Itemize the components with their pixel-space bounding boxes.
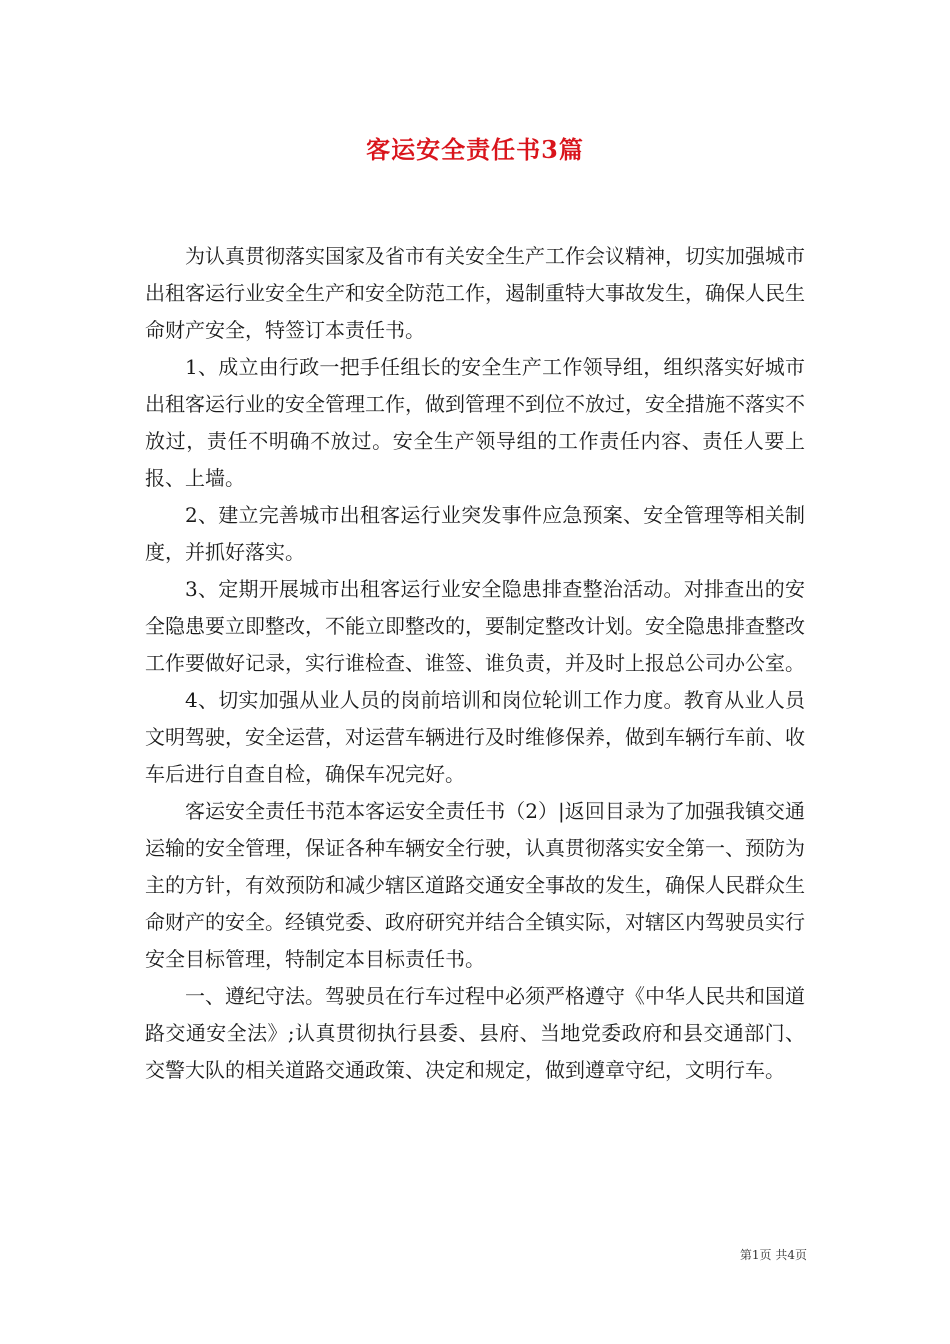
paragraph: 4、切实加强从业人员的岗前培训和岗位轮训工作力度。教育从业人员文明驾驶，安全运营，对运营车辆进行及时维修保养，做到车辆行车前、收车后进行自查自检，确保车况完好。	[145, 688, 805, 786]
paragraph: 客运安全责任书范本客运安全责任书（2）|返回目录为了加强我镇交通运输的安全管理，保证各种车辆安全行驶，认真贯彻落实安全第一、预防为主的方针，有效预防和减少辖区道路交通安全事故的发生，确保人民群众生命财产的安全。经镇党委、政府研究并结合全镇实际，对辖区内驾驶员实行安全目标管理，特制定本目标责任书。	[145, 799, 805, 971]
paragraph: 为认真贯彻落实国家及省市有关安全生产工作会议精神，切实加强城市出租客运行业安全生产和安全防范工作，遏制重特大事故发生，确保人民生命财产安全，特签订本责任书。	[145, 244, 805, 342]
document-body	[145, 238, 805, 1089]
document-title: 客运安全责任书3篇	[366, 135, 584, 164]
paragraph: 3、定期开展城市出租客运行业安全隐患排查整治活动。对排查出的安全隐患要立即整改，不能立即整改的，要制定整改计划。安全隐患排查整改工作要做好记录，实行谁检查、谁签、谁负责，并及时上报总公司办公室。	[145, 577, 805, 675]
paragraph: 一、遵纪守法。驾驶员在行车过程中必须严格遵守《中华人民共和国道路交通安全法》;认真贯彻执行县委、县府、当地党委政府和县交通部门、交警大队的相关道路交通政策、决定和规定，做到遵章守纪，文明行车。	[145, 984, 805, 1082]
paragraph: 2、建立完善城市出租客运行业突发事件应急预案、安全管理等相关制度，并抓好落实。	[145, 503, 805, 564]
paragraph: 1、成立由行政一把手任组长的安全生产工作领导组，组织落实好城市出租客运行业的安全管理工作，做到管理不到位不放过，安全措施不落实不放过，责任不明确不放过。安全生产领导组的工作责任内容、责任人要上报、上墙。	[145, 355, 805, 490]
page-number: 第1页 共4页	[739, 1248, 807, 1262]
